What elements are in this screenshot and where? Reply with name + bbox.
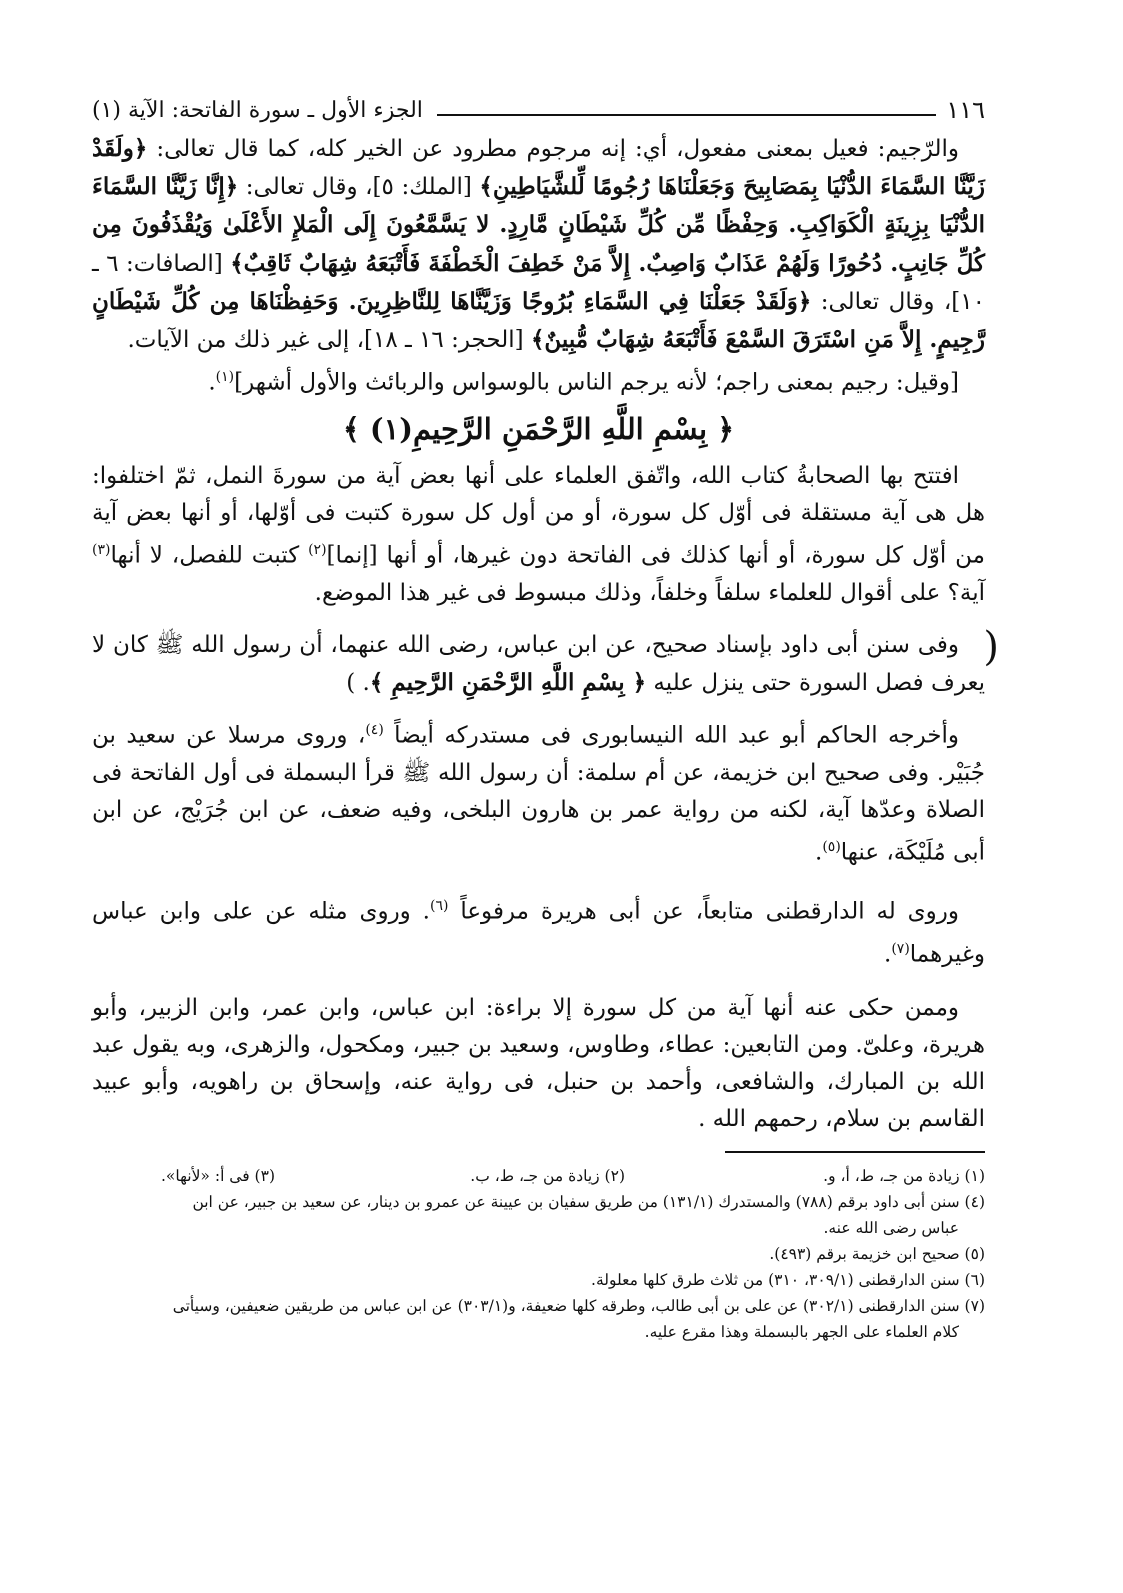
quran-quote: ﴿ بِسْمِ اللَّهِ الرَّحْمَنِ الرَّحِيمِ ﴾ bbox=[369, 668, 647, 696]
footnote-ref[interactable]: (٥) bbox=[822, 839, 841, 856]
text-run: . وروى مثله عن على وابن عباس وغيرهما bbox=[92, 898, 985, 968]
footnotes bbox=[92, 1163, 985, 1345]
text-run: . ) bbox=[346, 669, 370, 696]
paragraph-alternate-view bbox=[92, 359, 985, 402]
footnote-7 bbox=[92, 1293, 985, 1345]
text-run: [الصافات: ٦ ـ ١٠]، وقال تعالى: bbox=[92, 250, 985, 315]
text-run: [الملك: ٥]، وقال تعالى: bbox=[238, 174, 480, 201]
paragraph-abu-dawud bbox=[92, 627, 985, 702]
footnote-ref[interactable]: (٣) bbox=[92, 542, 111, 559]
footnote-2: (٢) زيادة من جـ، ط، ب. bbox=[470, 1166, 625, 1185]
section-basmala bbox=[92, 458, 999, 1139]
text-run: . bbox=[884, 941, 892, 968]
footnote-continuation: عباس رضى الله عنه. bbox=[823, 1218, 959, 1237]
text-run: . bbox=[208, 369, 216, 396]
quran-quote: ﴿إِنَّا زَيَّنَّا السَّمَاءَ الدُّنْيَا بِزِينَةٍ الْكَوَاكِبِ. وَحِفْظًا مِّن كُلِّ شَيْطَانٍ مَّارِدٍ. لا يَسَّمَّعُونَ إِلَى الْمَلإِ الأَعْلَىٰ وَيُقْذَفُونَ مِن كُلِّ جَانِبٍ. دُحُورًا وَلَهُمْ عَذَابٌ وَاصِبٌ. إِلاَّ مَنْ خَطِفَ الْخَطْفَةَ فَأَتْبَعَهُ شِهَابٌ ثَاقِبٌ﴾ bbox=[92, 173, 985, 277]
paragraph-hakim bbox=[92, 712, 985, 872]
footnote-ref[interactable]: (١) bbox=[215, 369, 235, 386]
footnote-4 bbox=[92, 1189, 985, 1241]
header-rule bbox=[437, 114, 936, 116]
footnote-ref[interactable]: (٤) bbox=[365, 721, 384, 738]
paragraph-companions: وممن حكى عنه أنها آية من كل سورة إلا براءة: ابن عباس، وابن عمر، وابن الزبير، وأبو هريرة، وعلىّ. ومن التابعين: عطاء، وطاوس، وسعيد بن جبير، ومكحول، والزهرى، وبه يقول عبد الله بن المبارك، والشافعى، وأحمد بن حنبل، فى رواية عنه، وإسحاق بن راهويه، وأبو عبيد القاسم بن سلام، رحمهم الله . bbox=[92, 994, 985, 1133]
page-header bbox=[92, 86, 985, 122]
paragraph-daraqutni bbox=[92, 888, 985, 974]
page-number: ١١٦ bbox=[946, 96, 985, 124]
text-run: [الحجر: ١٦ ـ ١٨]، إلى غير ذلك من الآيات. bbox=[127, 327, 531, 354]
paragraph-rajim-meaning bbox=[92, 130, 985, 359]
text-run: وفى سنن أبى داود بإسناد صحيح، عن ابن عباس، رضى الله عنهما، أن رسول الله ﷺ كان لا يعرف فصل السورة حتى ينزل عليه bbox=[92, 631, 985, 696]
section-rajim bbox=[92, 130, 985, 402]
running-title: الجزء الأول ـ سورة الفاتحة: الآية (١) bbox=[92, 98, 423, 123]
footnote-6: (٦) سنن الدارقطنى (٣٠٩/١، ٣١٠) من ثلاث طرق كلها معلولة. bbox=[591, 1270, 985, 1289]
footnote-separator bbox=[725, 1151, 985, 1153]
text-run: وأخرجه الحاكم أبو عبد الله النيسابورى فى مستدركه أيضاً bbox=[383, 722, 959, 749]
footnote-5: (٥) صحيح ابن خزيمة برقم (٤٩٣). bbox=[769, 1244, 985, 1263]
quran-quote: ﴿ولَقَدْ زَيَّنَّا السَّمَاءَ الدُّنْيَا بِمَصَابِيحَ وَجَعَلْنَاهَا رُجُومًا لِّلشَّيَاطِينِ﴾ bbox=[92, 135, 985, 201]
text-run: والرّجيم: فعيل بمعنى مفعول، أي: إنه مرجوم مطرود عن الخير كله، كما قال تعالى: bbox=[147, 136, 959, 162]
footnote-separator-wrap bbox=[92, 1139, 985, 1163]
open-parenthesis: ( bbox=[983, 623, 999, 670]
text-run: ، وروى مرسلا عن سعيد بن جُبَيْر. وفى صحيح ابن خزيمة، عن أم سلمة: أن رسول الله ﷺ قرأ البسملة فى أول الفاتحة فى الصلاة وعدّها آية، لكنه من رواية عمر بن هارون البلخى، وفيه ضعف، عن ابن جُرَيْج، عن ابن أبى مُلَيْكَة، عنها bbox=[92, 722, 985, 866]
footnote-ref[interactable]: (٧) bbox=[891, 940, 910, 957]
footnote-text: (٧) سنن الدارقطنى (٣٠٢/١) عن على بن أبى طالب، وطرقه كلها ضعيفة، و(٣٠٣/١) عن ابن عباس من طريقين ضعيفين، وسيأتى bbox=[172, 1296, 985, 1315]
footnote-text: (٤) سنن أبى داود برقم (٧٨٨) والمستدرك (١٣١/١) من طريق سفيان بن عيينة عن عمرو بن دينار، عن سعيد بن جبير، عن ابن bbox=[192, 1192, 985, 1211]
abu-dawud-narration bbox=[92, 623, 999, 702]
footnote-ref[interactable]: (٢) bbox=[308, 542, 327, 559]
paragraph-opinions bbox=[92, 458, 985, 612]
footnote-continuation: كلام العلماء على الجهر بالبسملة وهذا مقرع عليه. bbox=[644, 1322, 959, 1341]
footnote-3: (٣) فى أ: «لأنها». bbox=[161, 1166, 275, 1185]
quran-quote: ﴿وَلَقَدْ جَعَلْنَا فِي السَّمَاءِ بُرُوجًا وَزَيَّنَّاهَا لِلنَّاظِرِينَ. وَحَفِظْنَاهَا مِن كُلِّ شَيْطَانٍ رَّجِيمٍ. إِلاَّ مَنِ اسْتَرَقَ السَّمْعَ فَأَتْبَعَهُ شِهَابٌ مُّبِينٌ﴾ bbox=[92, 287, 985, 354]
text-run: آية؟ على أقوال للعلماء سلفاً وخلفاً، وذلك مبسوط فى غير هذا الموضع. bbox=[314, 580, 985, 607]
footnote-ref[interactable]: (٦) bbox=[429, 898, 449, 915]
text-run: [وقيل: رجيم بمعنى راجم؛ لأنه يرجم الناس بالوسواس والربائث والأول أشهر] bbox=[234, 369, 959, 396]
text-run: . bbox=[815, 839, 823, 866]
footnote-1: (١) زيادة من جـ، ط، أ، و. bbox=[823, 1166, 985, 1185]
text-run: وروى له الدارقطنى متابعاً، عن أبى هريرة مرفوعاً bbox=[448, 898, 960, 925]
text-run: افتتح بها الصحابةُ كتاب الله، واتّفق العلماء على أنها بعض آية من سورةَ النمل، ثمّ اختلفوا: هل هى آية مستقلة فى أوّل كل سورة، أو من أول كل سورة كتبت فى أوّلها، أو أنها بعض آية من أوّل كل سورة، أو أنها كذلك فى الفاتحة دون غيرها، أو أنها [إنما] bbox=[92, 463, 985, 570]
basmala-heading: ﴿ بِسْمِ اللَّهِ الرَّحْمَنِ الرَّحِيمِ(١) ﴾ bbox=[342, 412, 735, 447]
text-run: كتبت للفصل، لا أنها bbox=[110, 543, 309, 570]
footnote-row bbox=[92, 1163, 985, 1189]
